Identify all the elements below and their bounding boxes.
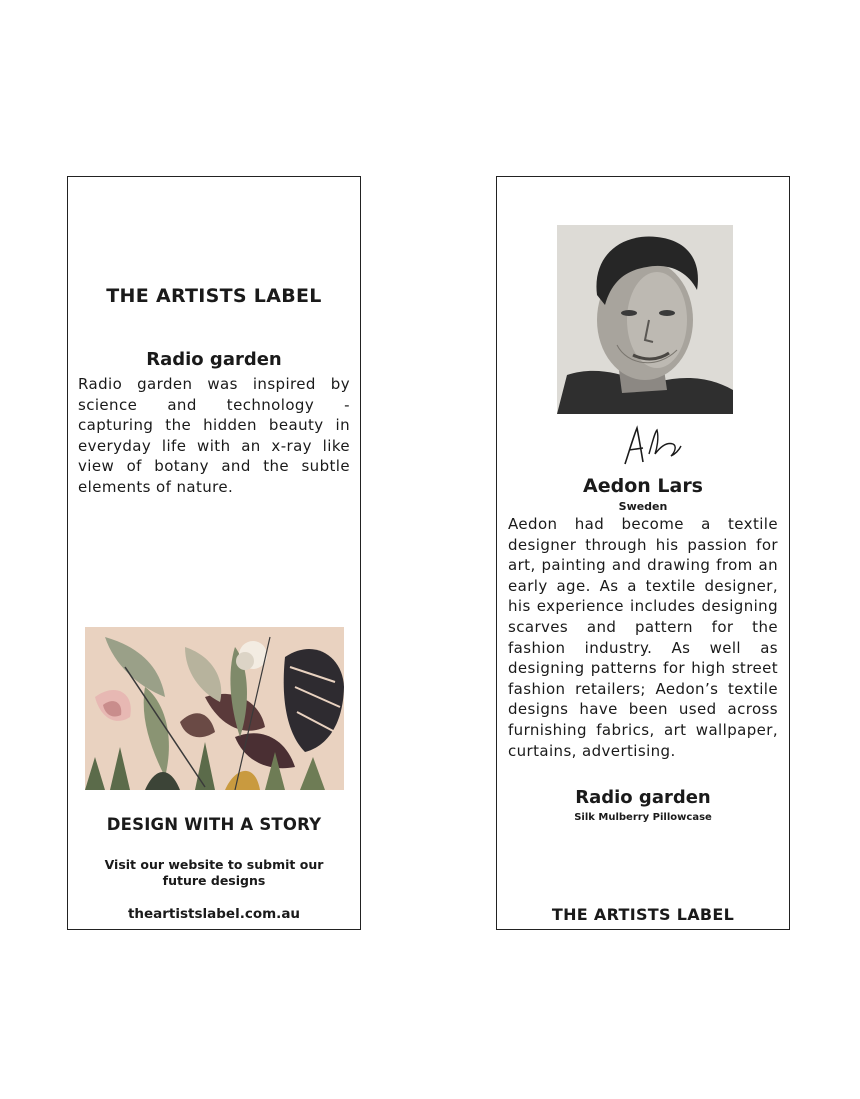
design-title: Radio garden — [146, 349, 282, 370]
artist-portrait — [557, 225, 733, 414]
slogan: DESIGN WITH A STORY — [106, 815, 322, 834]
product-name: Radio garden — [575, 787, 711, 808]
product-type: Silk Mulberry Pillowcase — [574, 812, 712, 823]
visit-text: Visit our website to submit our future designs — [104, 857, 324, 888]
brand-footer: THE ARTISTS LABEL — [551, 905, 735, 924]
botanical-artwork — [85, 627, 344, 790]
design-card — [67, 176, 361, 930]
artist-signature — [615, 424, 685, 468]
artist-country: Sweden — [618, 500, 668, 513]
website-link[interactable]: theartistslabel.com.au — [127, 906, 301, 922]
artist-card — [496, 176, 790, 930]
artist-bio: Aedon had become a textile designer through his passion for art, painting and drawing from an early age. As a textile designer, his experience includes designing scarves and pattern for the fashion industry. As well as designing patterns for high street fashion retailers; Aedon’s textile designs have been used across furnishing fabrics, art wallpaper, curtains, advertising. — [508, 515, 778, 760]
brand-heading: THE ARTISTS LABEL — [106, 285, 322, 307]
design-description: Radio garden was inspired by science and technology - capturing the hidden beauty in everyday life with an x-ray like view of botany and the subtle elements of nature. — [78, 375, 350, 496]
artist-name: Aedon Lars — [583, 475, 703, 497]
